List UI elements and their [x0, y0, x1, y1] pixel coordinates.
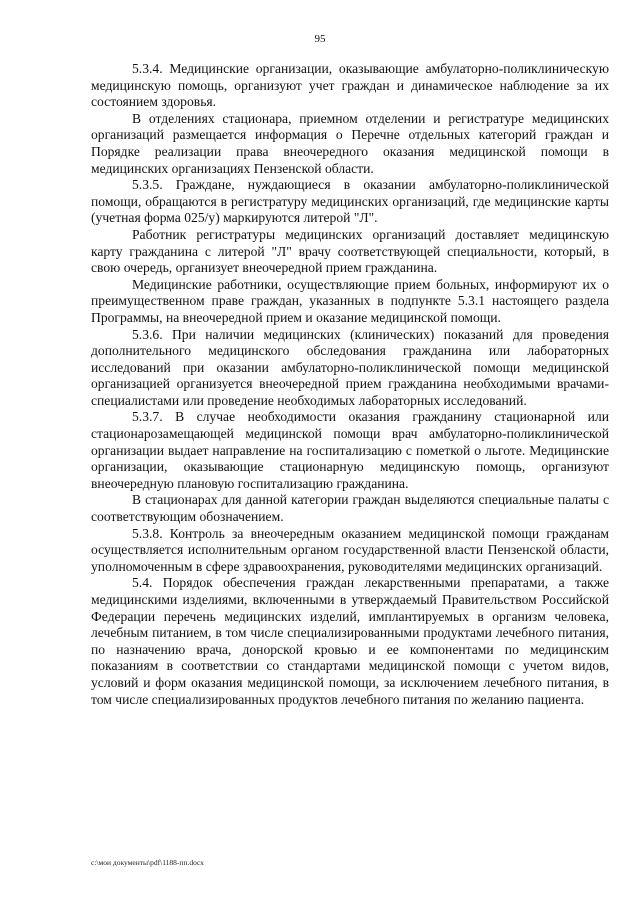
- footer-file-path: c:\мои документы\pdf\1188-пп.docx: [91, 858, 204, 867]
- document-body: [91, 61, 609, 708]
- paragraph-medical-workers: Медицинские работники, осуществляющие прием больных, информируют их о преимущественном праве граждан, указанных в подпункте 5.3.1 настоящего раздела Программы, на внеочередной прием и оказание медицинской помощи.: [91, 276, 609, 325]
- paragraph-5-3-5: 5.3.5. Граждане, нуждающиеся в оказании амбулаторно-поликлинической помощи, обращаются в регистратуру медицинских организаций, где медицинские карты (учетная форма 025/у) маркируются литерой "Л".: [91, 177, 609, 226]
- paragraph-info-placement: В отделениях стационара, приемном отделении и регистратуре медицинских организаций размещается информация о Перечне отдельных категорий граждан и Порядке реализации права внеочередного оказания медицинской помощи в медицинских организациях Пензенской области.: [91, 110, 609, 176]
- paragraph-registry-worker: Работник регистратуры медицинских организаций доставляет медицинскую карту гражданина с литерой "Л" врачу соответствующей специальности, который, в свою очередь, организует внеочередной прием гражданина.: [91, 226, 609, 276]
- paragraph-5-3-7: 5.3.7. В случае необходимости оказания гражданину стационарной или стационарозамещающей медицинской помощи врач амбулаторно-поликлинической организации выдает направление на госпитализацию с пометкой о льготе. Медицинские организации, оказывающие стационарную медицинскую помощь, организуют внеочередную плановую госпитализацию гражданина.: [91, 409, 609, 491]
- paragraph-5-4: 5.4. Порядок обеспечения граждан лекарственными препаратами, а также медицинскими изделиями, включенными в утверждаемый Правительством Российской Федерации перечень медицинских изделий, имплантируемых в организм человека, лечебным питанием, в том числе специализированными продуктами лечебного питания, по назначению врача, донорской кровью и ее компонентами по медицинским показаниям в соответствии со стандартами медицинской помощи с учетом видов, условий и форм оказания медицинской помощи, за исключением лечебного питания, в том числе специализированных продуктов лечебного питания по желанию пациента.: [91, 575, 609, 707]
- paragraph-5-3-4: 5.3.4. Медицинские организации, оказывающие амбулаторно-поликлиническую медицинскую помощь, организуют учет граждан и динамическое наблюдение за их состоянием здоровья.: [91, 61, 609, 110]
- paragraph-special-wards: В стационарах для данной категории граждан выделяются специальные палаты с соответствующим обозначением.: [91, 492, 609, 525]
- paragraph-5-3-8: 5.3.8. Контроль за внеочередным оказанием медицинской помощи гражданам осуществляется исполнительным органом государственной власти Пензенской области, уполномоченным в сфере здравоохранения, руководителями медицинских организаций.: [91, 525, 609, 574]
- paragraph-5-3-6: 5.3.6. При наличии медицинских (клинических) показаний для проведения дополнительного медицинского обследования гражданина или лабораторных исследований при оказании амбулаторно-поликлинической помощи медицинской организацией организуется внеочередной прием гражданина необходимыми врачами-специалистами или проведение необходимых лабораторных исследований.: [91, 326, 609, 408]
- page-number: 95: [314, 33, 326, 45]
